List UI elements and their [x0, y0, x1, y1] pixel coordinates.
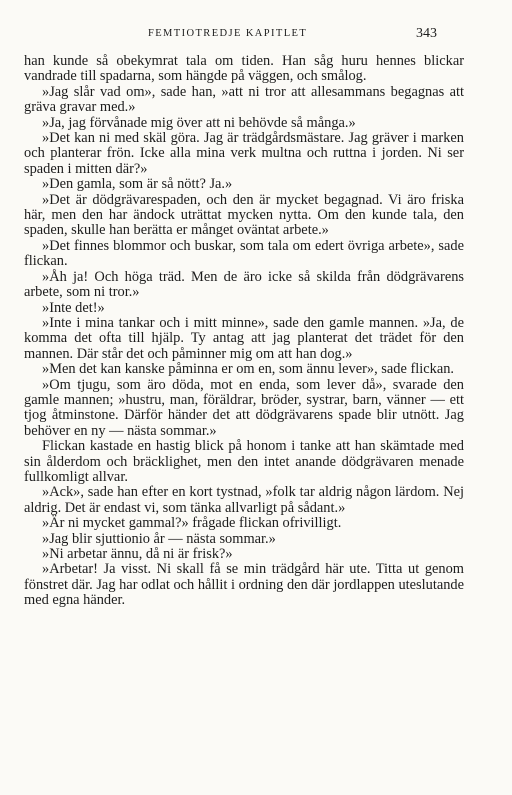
paragraph: »Ja, jag förvånade mig över att ni behövde så många.» [42, 114, 356, 131]
page-number: 343 [416, 26, 437, 41]
page-header [24, 26, 464, 48]
paragraph: »Inte det!» [42, 299, 105, 316]
paragraph: »Jag blir sjuttionio år — nästa sommar.» [42, 530, 276, 547]
paragraph: »Men det kan kanske påminna er om en, som ännu lever», sade flickan. [42, 361, 455, 378]
paragraph: »Åh ja! Och höga träd. Men de äro icke så skilda från dödgrävarens arbete, som ni tror.» [24, 268, 464, 301]
paragraph: »Ni arbetar ännu, då ni är frisk?» [42, 546, 233, 562]
paragraph: »Ack», sade han efter en kort tystnad, »folk tar aldrig någon lärdom. Nej aldrig. Det är endast vi, som tänka allvarligt på sådant.» [24, 484, 464, 516]
paragraph: »Det är dödgrävarespaden, och den är mycket begagnad. Vi äro friska här, men den har ändock uträttat mycken nytta. Om den kunde tala, den spaden, skulle han berätta er månget oväntat arbete.» [24, 191, 464, 239]
paragraph: »Är ni mycket gammal?» frågade flickan ofrivilligt. [42, 515, 342, 532]
paragraph: »Det kan ni med skäl göra. Jag är trädgårdsmästare. Jag gräver i marken och planterar frön. Icke alla mina verk multna och ruttna i jorden. Ni ser spaden i mitten där?» [24, 130, 464, 177]
running-title: FEMTIOTREDJE KAPITLET [148, 28, 308, 39]
paragraph: Flickan kastade en hastig blick på honom i tanke att han skämtade med sin ålderdom och bräcklighet, men den intet anande dödgrävaren menade fullkomligt allvar. [24, 438, 464, 485]
paragraph: han kunde så obekymrat tala om tiden. Han såg huru hennes blickar vandrade till spadarna, som hängde på väggen, och smålog. [24, 53, 464, 85]
body-text [24, 54, 464, 609]
paragraph: »Jag slår vad om», sade han, »att ni tror att allesammans begagnas att gräva gravar med.» [24, 83, 464, 116]
paragraph: »Det finnes blommor och buskar, som tala om edert övriga arbete», sade flickan. [24, 237, 464, 270]
paragraph: »Inte i mina tankar och i mitt minne», sade den gamle mannen. »Ja, de komma det ofta till hjälp. Ty antag att jag planterat det trädet för den mannen. Där står det och påminner mig om att han dog.» [24, 314, 464, 362]
paragraph: »Om tjugu, som äro döda, mot en enda, som lever då», svarade den gamle mannen; »hustru, man, föräldrar, bröder, systrar, barn, vänner — ett tjog åtminstone. Därför händer det att dödgrävarens spade blir utnött. Jag behöver en ny — nästa sommar.» [24, 376, 464, 439]
paragraph: »Den gamla, som är så nött? Ja.» [42, 176, 233, 193]
paragraph: »Arbetar! Ja visst. Ni skall få se min trädgård här ute. Titta ut genom fönstret där. Jag har odlat och hållit i ordning den där jordlappen uteslutande med egna händer. [24, 561, 464, 609]
